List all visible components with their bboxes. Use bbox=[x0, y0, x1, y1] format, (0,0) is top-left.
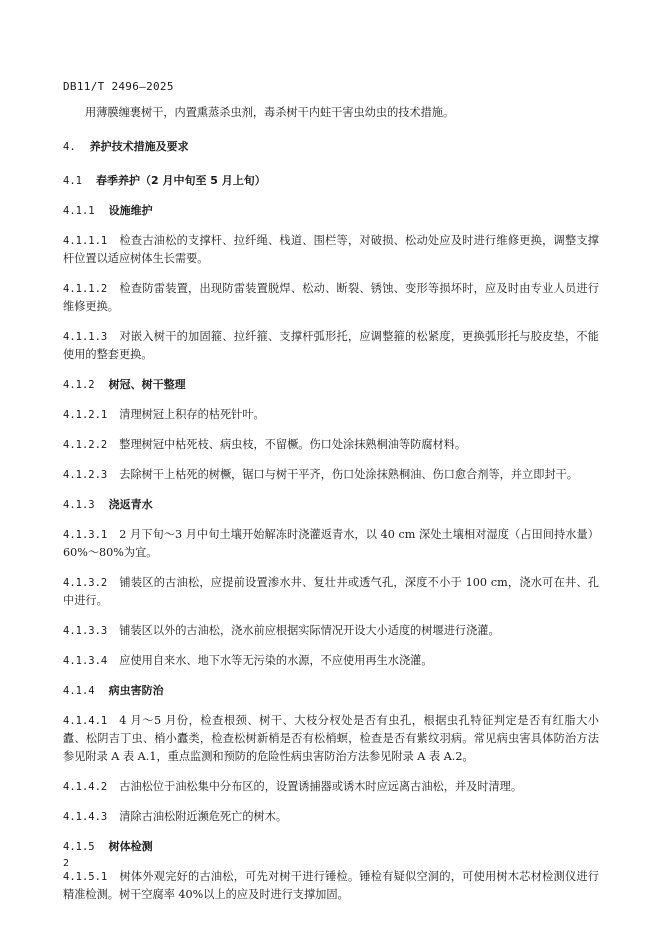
paragraph-number: 4.1.4.1 bbox=[63, 715, 108, 727]
clause-number: 4.1.5 bbox=[63, 841, 95, 853]
clause-heading bbox=[63, 202, 599, 220]
paragraph-number: 4.1.3.4 bbox=[63, 655, 108, 667]
clause-paragraph bbox=[63, 868, 599, 904]
paragraph-text: 铺装区以外的古油松，浇水前应根据实际情况开设大小适度的树堰进行浇灌。 bbox=[119, 624, 500, 637]
clause-title: 设施维护 bbox=[108, 204, 153, 217]
document-body bbox=[63, 102, 599, 916]
paragraph-text: 整理树冠中枯死枝、病虫枝，不留橛。伤口处涂抹熟桐油等防腐材料。 bbox=[119, 438, 467, 451]
clause-paragraph bbox=[63, 808, 599, 826]
clause-paragraph bbox=[63, 574, 599, 610]
clause-heading bbox=[63, 682, 599, 700]
paragraph-text: 树体外观完好的古油松，可先对树干进行锤检。锤检有疑似空洞的，可使用树木芯材检测仪进行精准检测。树干空腐率 40%以上的应及时进行支撑加固。 bbox=[63, 870, 599, 901]
clause-paragraph bbox=[63, 622, 599, 640]
paragraph-number: 4.1.5.1 bbox=[63, 871, 108, 883]
paragraph-text: 4 月～5 月份，检查根颈、树干、大枝分杈处是否有虫孔，根据虫孔特征判定是否有红脂大小蠹、松阴吉丁虫、梢小蠹类，检查松树新梢是否有松梢螟，检查是否有紫纹羽病。常见病虫害具体防治方法参见附录 A 表 A.1，重点监测和预防的危险性病虫害防治方法参见附录 A 表 A.2。 bbox=[63, 714, 599, 763]
clause-paragraph bbox=[63, 778, 599, 796]
clause-title: 病虫害防治 bbox=[108, 684, 164, 697]
clause-heading bbox=[63, 496, 599, 514]
paragraph-text: 清除古油松附近濒危死亡的树木。 bbox=[119, 810, 288, 823]
paragraph-number: 4.1.1.1 bbox=[63, 235, 108, 247]
paragraph-number: 4.1.1.3 bbox=[63, 331, 108, 343]
clause-paragraph bbox=[63, 328, 599, 364]
section-number: 4. bbox=[63, 141, 76, 153]
clause-paragraph bbox=[63, 652, 599, 670]
paragraph-text: 2 月下旬～3 月中旬土壤开始解冻时浇灌返青水，以 40 cm 深处土壤相对湿度（占田间持水量）60%～80%为宜。 bbox=[63, 528, 599, 559]
paragraph-text: 清理树冠上积存的枯死针叶。 bbox=[119, 408, 265, 421]
subsection-title: 春季养护（2 月中旬至 5 月上旬） bbox=[95, 174, 266, 187]
paragraph-number: 4.1.2.1 bbox=[63, 409, 108, 421]
paragraph-number: 4.1.1.2 bbox=[63, 283, 108, 295]
paragraph-text: 铺装区的古油松，应提前设置渗水井、复壮井或透气孔，深度不小于 100 cm，浇水可在井、孔中进行。 bbox=[63, 576, 599, 607]
clause-paragraph bbox=[63, 406, 599, 424]
clause-paragraph bbox=[63, 526, 599, 562]
clause-heading bbox=[63, 838, 599, 856]
paragraph-text: 检查防雷装置，出现防雷装置脱焊、松动、断裂、锈蚀、变形等损坏时，应及时由专业人员进行维修更换。 bbox=[63, 282, 599, 313]
paragraph-number: 4.1.4.2 bbox=[63, 781, 108, 793]
clause-paragraph bbox=[63, 712, 599, 766]
paragraph-number: 4.1.2.2 bbox=[63, 439, 108, 451]
clause-title: 树冠、树干整理 bbox=[108, 378, 186, 391]
paragraph-number: 4.1.3.3 bbox=[63, 625, 108, 637]
clause-number: 4.1.1 bbox=[63, 205, 95, 217]
paragraph-number: 4.1.4.3 bbox=[63, 811, 108, 823]
subsection-number: 4.1 bbox=[63, 175, 82, 187]
clause-paragraph bbox=[63, 436, 599, 454]
clause-number: 4.1.3 bbox=[63, 499, 95, 511]
intro-paragraph: 用薄膜缠裹树干，内置熏蒸杀虫剂，毒杀树干内蛀干害虫幼虫的技术措施。 bbox=[85, 106, 455, 119]
paragraph-text: 古油松位于油松集中分布区的，设置诱捕器或诱木时应远离古油松，并及时清理。 bbox=[119, 780, 523, 793]
paragraph-number: 4.1.2.3 bbox=[63, 469, 108, 481]
paragraph-number: 4.1.3.1 bbox=[63, 529, 108, 541]
clause-paragraph bbox=[63, 466, 599, 484]
paragraph-text: 检查古油松的支撑杆、拉纤绳、栈道、围栏等，对破损、松动处应及时进行维修更换，调整支撑杆位置以适应树体生长需要。 bbox=[63, 234, 599, 265]
clause-number: 4.1.2 bbox=[63, 379, 95, 391]
clause-number: 4.1.4 bbox=[63, 685, 95, 697]
page-number: 2 bbox=[63, 858, 70, 869]
section-title: 养护技术措施及要求 bbox=[89, 140, 189, 153]
paragraph-text: 应使用自来水、地下水等无污染的水源，不应使用再生水浇灌。 bbox=[119, 654, 433, 667]
clause-title: 树体检测 bbox=[108, 840, 153, 853]
paragraph-number: 4.1.3.2 bbox=[63, 577, 108, 589]
document-id: DB11/T 2496—2025 bbox=[63, 80, 174, 93]
section-heading bbox=[63, 138, 599, 156]
paragraph-text: 对嵌入树干的加固箍、拉纤箍、支撑杆弧形托，应调整箍的松紧度，更换弧形托与胶皮垫，不能使用的整套更换。 bbox=[63, 330, 599, 361]
clause-paragraph bbox=[63, 280, 599, 316]
clause-heading bbox=[63, 376, 599, 394]
clause-title: 浇返青水 bbox=[108, 498, 153, 511]
paragraph-text: 去除树干上枯死的树橛，锯口与树干平齐，伤口处涂抹熟桐油、伤口愈合剂等，并立即封干。 bbox=[119, 468, 578, 481]
clause-paragraph bbox=[63, 232, 599, 268]
subsection-heading bbox=[63, 172, 599, 190]
